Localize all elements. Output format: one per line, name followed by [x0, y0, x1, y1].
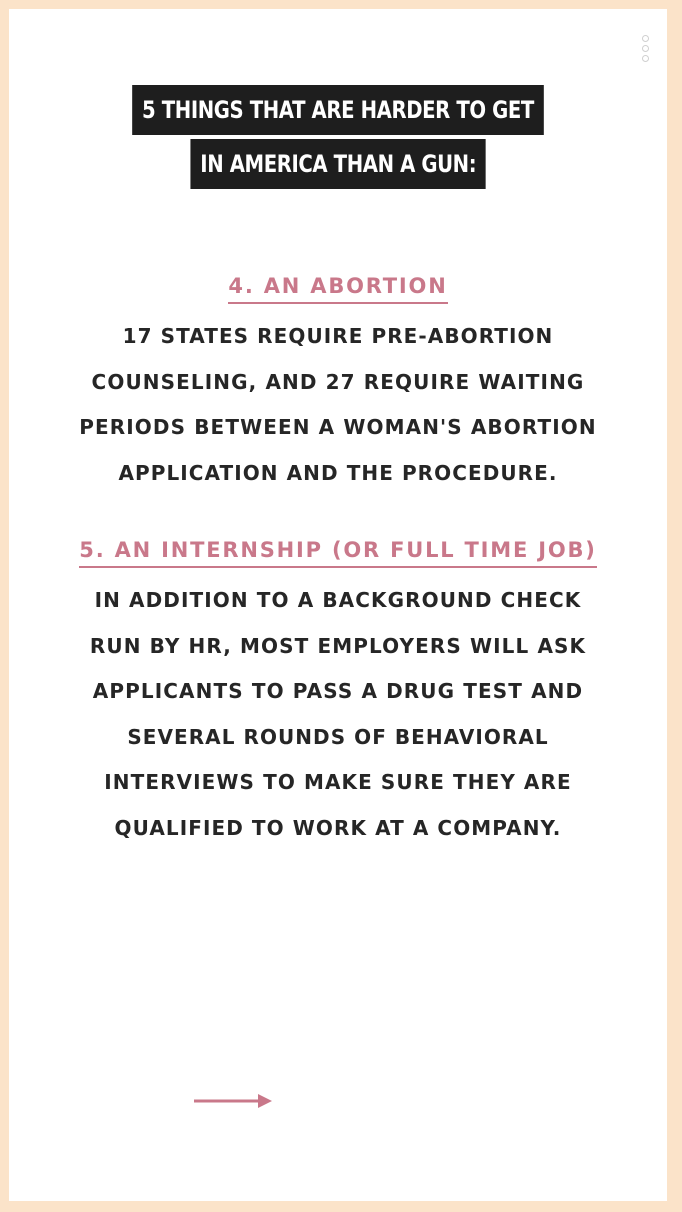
more-dot: [642, 45, 649, 52]
section-body: [18, 578, 658, 851]
body-line: RUN BY HR, MOST EMPLOYERS WILL ASK: [89, 633, 587, 658]
section-heading: 5. AN INTERNSHIP (OR FULL TIME JOB): [79, 537, 596, 568]
body-line: SEVERAL ROUNDS OF BEHAVIORAL: [127, 724, 549, 749]
section-abortion: [9, 273, 667, 496]
arrow-right-icon[interactable]: [194, 1090, 274, 1112]
title-line-1: 5 THINGS THAT ARE HARDER TO GET: [132, 85, 544, 135]
body-line: PERIODS BETWEEN A WOMAN'S ABORTION: [79, 415, 597, 439]
section-internship: [9, 537, 667, 851]
body-line: APPLICATION AND THE PROCEDURE.: [118, 460, 558, 485]
body-line: COUNSELING, AND 27 REQUIRE WAITING: [91, 369, 585, 394]
body-line: QUALIFIED TO WORK AT A COMPANY.: [114, 815, 562, 840]
section-body: [18, 314, 658, 496]
more-dot: [642, 55, 649, 62]
title-line-2: IN AMERICA THAN A GUN:: [190, 139, 486, 189]
more-options-icon[interactable]: [639, 35, 651, 62]
body-line: INTERVIEWS TO MAKE SURE THEY ARE: [104, 770, 572, 794]
more-dot: [642, 35, 649, 42]
body-line: 17 STATES REQUIRE PRE-ABORTION: [122, 324, 554, 348]
story-card: [9, 9, 667, 1201]
section-heading: 4. AN ABORTION: [228, 273, 447, 304]
body-line: APPLICANTS TO PASS A DRUG TEST AND: [92, 679, 584, 703]
body-line: IN ADDITION TO A BACKGROUND CHECK: [94, 588, 582, 612]
title-block: [9, 85, 667, 189]
